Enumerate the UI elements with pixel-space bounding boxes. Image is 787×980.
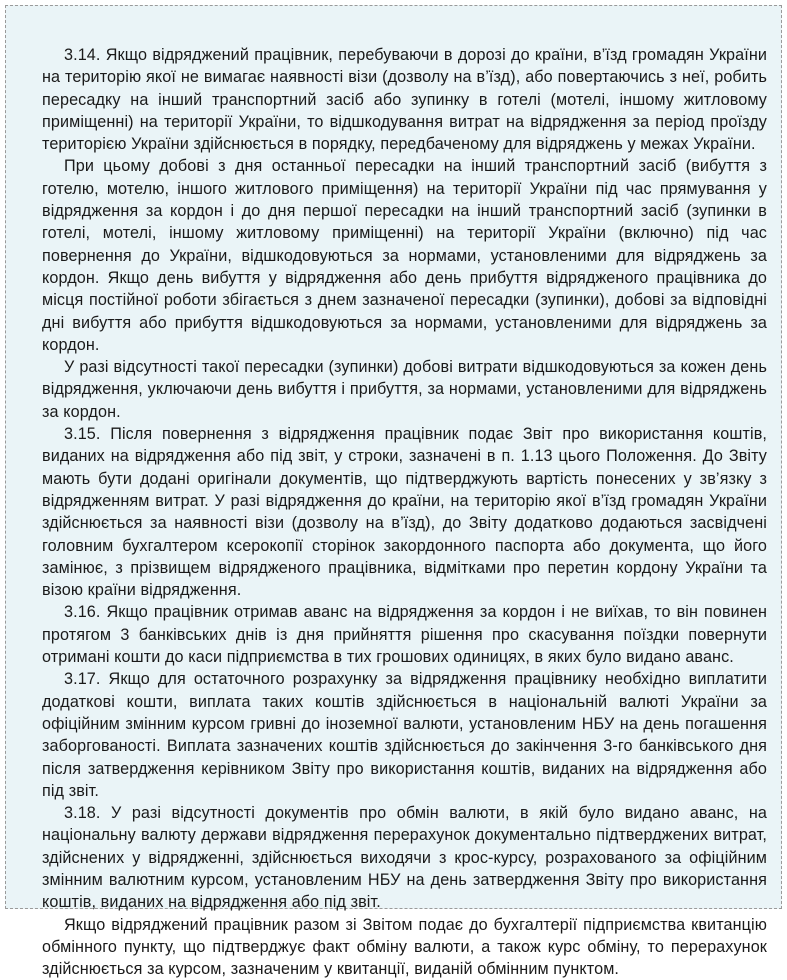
paragraph-3-18: 3.18. У разі відсутності документів про обмін валюти, в якій було видано аванс, на національну валюту держави відрядження перерахунок документально підтверджених витрат, здійснених у відрядженні, здійснюється виходячи з крос-курсу, розрахованого за офіційним змінним валютним курсом, установленим НБУ на день затвердження Звіту про використання коштів, виданих на відрядження або під звіт. — [42, 804, 767, 912]
paragraph-3-14-no-transfer: У разі відсутності такої пересадки (зупинки) добові витрати відшкодовуються за кожен день відрядження, уключаючи день вибуття і прибуття, за нормами, установленими для відряджень за кордон. — [42, 358, 767, 421]
paragraph-3-14-daily-allowance: При цьому добові з дня останньої пересадки на інший транспортний засіб (вибуття з готелю, мотелю, іншого житлового приміщення) на території України під час прямування у відрядження за кордон і до дня першої пересадки на інший транспортний засіб (зупинки в готелі, мотелі, іншому житловому приміщенні) на території України (включно) під час повернення до України, відшкодовуються за нормами, установленими для відряджень за кордон. Якщо день вибуття у відрядження або день прибуття відрядженого працівника до місця постійної роботи збігається з днем зазначеної пересадки (зупинки), добові за відповідні дні вибуття або прибуття відшкодовуються за нормами, установленими для відряджень за кордон. — [42, 157, 767, 354]
document-panel — [5, 5, 782, 979]
paragraph-3-16: 3.16. Якщо працівник отримав аванс на відрядження за кордон і не виїхав, то він повинен протягом 3 банківських днів із дня прийняття рішення про скасування поїздки повернути отримані кошти до каси підприємства в тих грошових одиницях, в яких було видано аванс. — [42, 603, 767, 667]
paragraph-3-18-exchange-receipt: Якщо відряджений працівник разом зі Звітом подає до бухгалтерії підприємства квитанцію обмінного пункту, що підтверджує факт обміну валюти, а також курс обміну, то перерахунок здійснюється за курсом, зазначеним у квитанції, виданій обмінним пунктом. — [42, 915, 767, 979]
paragraph-3-14: 3.14. Якщо відряджений працівник, перебуваючи в дорозі до країни, в’їзд громадян України на територію якої не вимагає наявності візи (дозволу на в’їзд), або повертаючись з неї, робить пересадку на інший транспортний засіб або зупинку в готелі (мотелі, іншому житловому приміщенні) на території України, то відшкодування витрат на відрядження за період проїзду територією України здійснюється в порядку, передбаченому для відряджень у межах України. — [42, 46, 767, 154]
paragraph-3-15: 3.15. Після повернення з відрядження працівник подає Звіт про використання коштів, виданих на відрядження або під звіт, у строки, зазначені в п. 1.13 цього Положення. До Звіту мають бути додані оригінали документів, що підтверджують вартість понесених у зв’язку з відрядженням витрат. У разі відрядження до країни, на територію якої в’їзд громадян України здійснюється за наявності візи (дозволу на в’їзд), до Звіту додатково додаються засвідчені головним бухгалтером ксерокопії сторінок закордонного паспорта або документа, що його замінює, з прізвищем відрядженого працівника, відмітками про перетин кордону України та візою країни відрядження. — [42, 425, 767, 600]
paragraph-3-17: 3.17. Якщо для остаточного розрахунку за відрядження працівнику необхідно виплатити додаткові кошти, виплата таких коштів здійснюється в національній валюті України за офіційним змінним курсом гривні до іноземної валюти, установленим НБУ на день погашення заборгованості. Виплата зазначених коштів здійснюється до закінчення 3-го банківського дня після затвердження керівником Звіту про використання коштів, виданих на відрядження або під звіт. — [42, 670, 767, 800]
